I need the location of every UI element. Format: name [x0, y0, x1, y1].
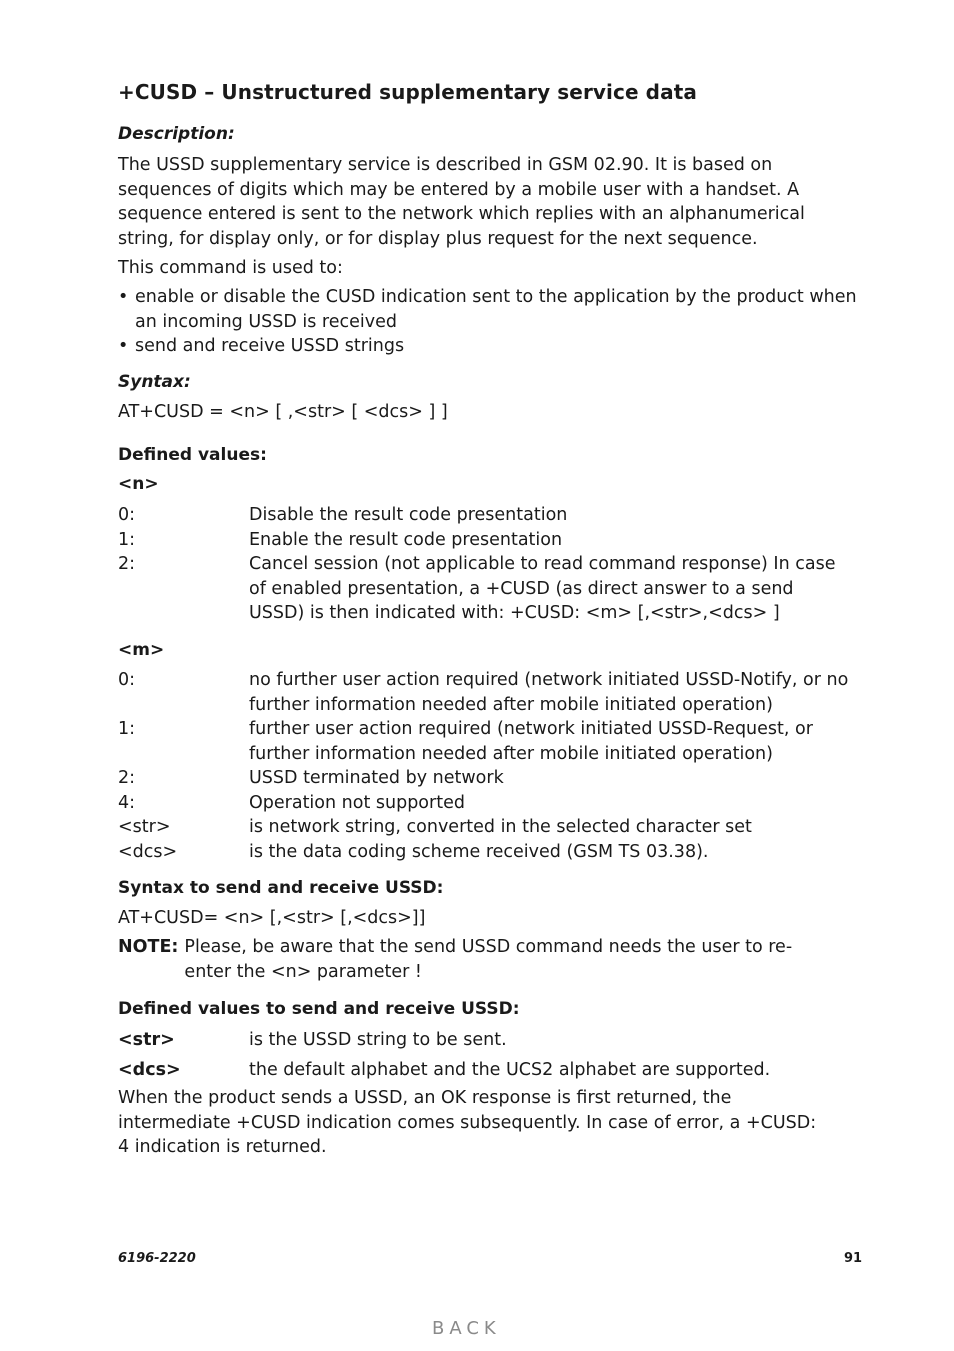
list-item [118, 791, 863, 816]
value-key: 1: [118, 719, 136, 739]
bullet-icon: • [118, 336, 129, 356]
n-values-list [118, 503, 863, 626]
list-item [118, 668, 863, 717]
syntax-heading: Syntax: [118, 372, 191, 392]
syntax-text: AT+CUSD = <n> [ ,<str> [ <dcs> ] ] [118, 402, 448, 422]
send-values-list [118, 1028, 863, 1082]
note-block [118, 935, 863, 984]
bullet-icon: • [118, 287, 129, 307]
send-receive-heading: Syntax to send and receive USSD: [118, 878, 444, 898]
list-item [118, 1058, 863, 1083]
value-description: is the data coding scheme received (GSM TS 03.38). [249, 841, 709, 862]
value-description: no further user action required (network initiated USSD-Notify, or no further information needed after mobile initiated operation) [249, 670, 849, 715]
value-key: <str> [118, 1030, 175, 1050]
page-title: +CUSD – Unstructured supplementary service data [118, 80, 697, 104]
description-heading: Description: [118, 124, 235, 144]
list-item: • enable or disable the CUSD indication sent to the application by the product when an incoming USSD is received [118, 287, 857, 332]
value-description: USSD terminated by network [249, 768, 504, 788]
list-item [118, 766, 863, 791]
value-key: 1: [118, 529, 136, 550]
value-key: 4: [118, 792, 136, 813]
m-parameter-heading: <m> [118, 640, 165, 660]
value-description: Enable the result code presentation [249, 529, 563, 550]
value-description: Cancel session (not applicable to read command response) In case of enabled presentation, a +CUSD (as direct answer to a send USSD) is then indicated with: +CUSD: <m> [,<str>,<dcs> ] [249, 554, 836, 623]
closing-paragraph: When the product sends a USSD, an OK response is first returned, the intermediate +CUSD indication comes subsequently. In case of error, a +CUSD: 4 indication is returned. [118, 1088, 817, 1157]
n-parameter-heading: <n> [118, 474, 159, 494]
list-item [118, 528, 863, 553]
send-receive-syntax: AT+CUSD= <n> [,<str> [,<dcs>]] [118, 908, 426, 928]
list-item [118, 552, 863, 626]
value-description: the default alphabet and the UCS2 alphabet are supported. [249, 1059, 771, 1080]
value-key: <dcs> [118, 1059, 181, 1080]
value-key: 0: [118, 670, 136, 690]
list-item: • send and receive USSD strings [118, 334, 863, 359]
m-values-list [118, 668, 863, 864]
value-description: Disable the result code presentation [249, 505, 568, 525]
back-link[interactable]: BACK [432, 1318, 501, 1339]
defined-values-heading: Defined values: [118, 445, 267, 465]
value-key: 2: [118, 554, 136, 574]
description-intro: This command is used to: [118, 258, 343, 278]
value-description: further user action required (network initiated USSD-Request, or further information needed after mobile initiated operation) [249, 719, 813, 764]
document-number: 6196-2220 [118, 1251, 196, 1266]
note-label: NOTE: [118, 937, 179, 957]
list-item [118, 717, 863, 766]
value-description: is the USSD string to be sent. [249, 1030, 507, 1050]
defined-send-heading: Defined values to send and receive USSD: [118, 999, 520, 1019]
note-text: Please, be aware that the send USSD command needs the user to re-enter the <n> parameter ! [184, 937, 793, 982]
list-item [118, 840, 863, 865]
description-paragraph: The USSD supplementary service is described in GSM 02.90. It is based on sequences of digits which may be entered by a mobile user with a handset. A sequence entered is sent to the network which replies with an alphanumerical string, for display only, or for display plus request for the next sequence. [118, 155, 805, 249]
value-key: 2: [118, 768, 136, 788]
page-number: 91 [844, 1251, 863, 1266]
value-key: <dcs> [118, 841, 178, 862]
value-description: Operation not supported [249, 792, 465, 813]
list-item [118, 503, 863, 528]
list-item [118, 1028, 863, 1053]
value-description: is network string, converted in the selected character set [249, 817, 752, 837]
list-item [118, 815, 863, 840]
value-key: 0: [118, 505, 136, 525]
description-bullet-list [118, 285, 863, 359]
value-key: <str> [118, 817, 171, 837]
